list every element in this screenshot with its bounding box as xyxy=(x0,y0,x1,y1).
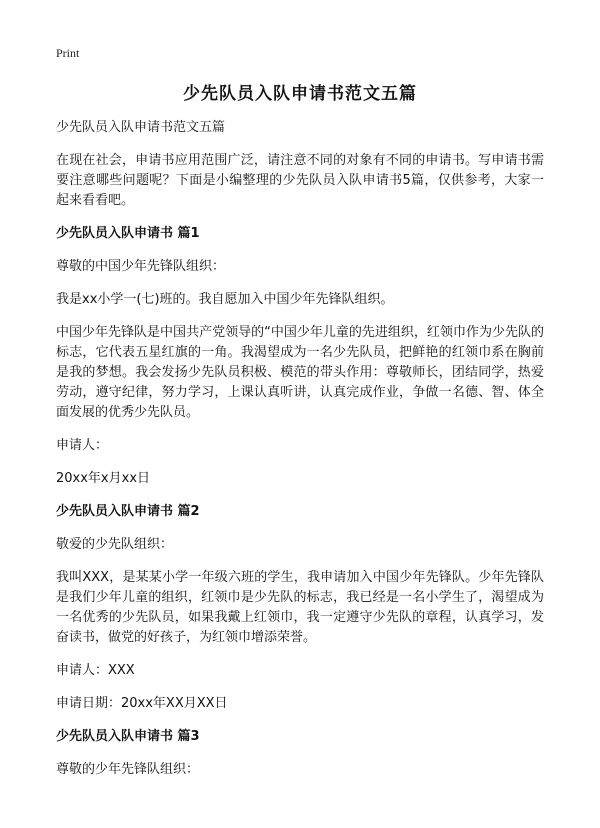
intro-paragraph: 在现在社会，申请书应用范围广泛，请注意不同的对象有不同的申请书。写申请书需要注意哪些问题呢？下面是小编整理的少先队员入队申请书5篇，仅供参考，大家一起来看看吧。 xyxy=(56,153,544,208)
document-subtitle: 少先队员入队申请书范文五篇 xyxy=(56,120,226,135)
section-2-date: 申请日期：20xx年XX月XX日 xyxy=(56,696,228,711)
section-heading-3: 少先队员入队申请书 篇3 xyxy=(56,729,200,744)
section-2-paragraph-1: 我叫XXX，是某某小学一年级六班的学生，我申请加入中国少年先锋队。少年先锋队是我们少年儿童的组织，红领巾是少先队的标志，我已经是一名小学生了，渴望成为一名优秀的少先队员，如果我戴上红领巾，我一定遵守少先队的章程，认真学习，发奋读书，做党的好孩子，为红领巾增添荣誉。 xyxy=(56,570,544,645)
section-2-applicant: 申请人：XXX xyxy=(56,663,135,678)
section-2-greeting: 敬爱的少先队组织： xyxy=(56,537,174,552)
document-title: 少先队员入队申请书范文五篇 xyxy=(183,84,417,104)
section-1-applicant: 申请人： xyxy=(56,438,109,453)
section-heading-2: 少先队员入队申请书 篇2 xyxy=(56,504,200,519)
print-label: Print xyxy=(56,46,80,60)
section-3-greeting: 尊敬的少年先锋队组织： xyxy=(56,762,200,777)
section-1-greeting: 尊敬的中国少年先锋队组织： xyxy=(56,259,226,274)
section-heading-1: 少先队员入队申请书 篇1 xyxy=(56,226,200,241)
section-1-date: 20xx年x月xx日 xyxy=(56,471,151,486)
section-1-paragraph-1: 我是xx小学一(七)班的。我自愿加入中国少年先锋队组织。 xyxy=(56,292,394,307)
section-1-paragraph-2: 中国少年先锋队是中国共产党领导的“中国少年儿童的先进组织，红领巾作为少先队的标志，它代表五星红旗的一角。我渴望成为一名少先队员，把鲜艳的红领巾系在胸前是我的梦想。我会发扬少先队员积极、模范的带头作用：尊敬师长，团结同学，热爱劳动，遵守纪律，努力学习，上课认真听讲，认真完成作业，争做一名德、智、体全面发展的优秀少先队员。 xyxy=(56,325,544,420)
